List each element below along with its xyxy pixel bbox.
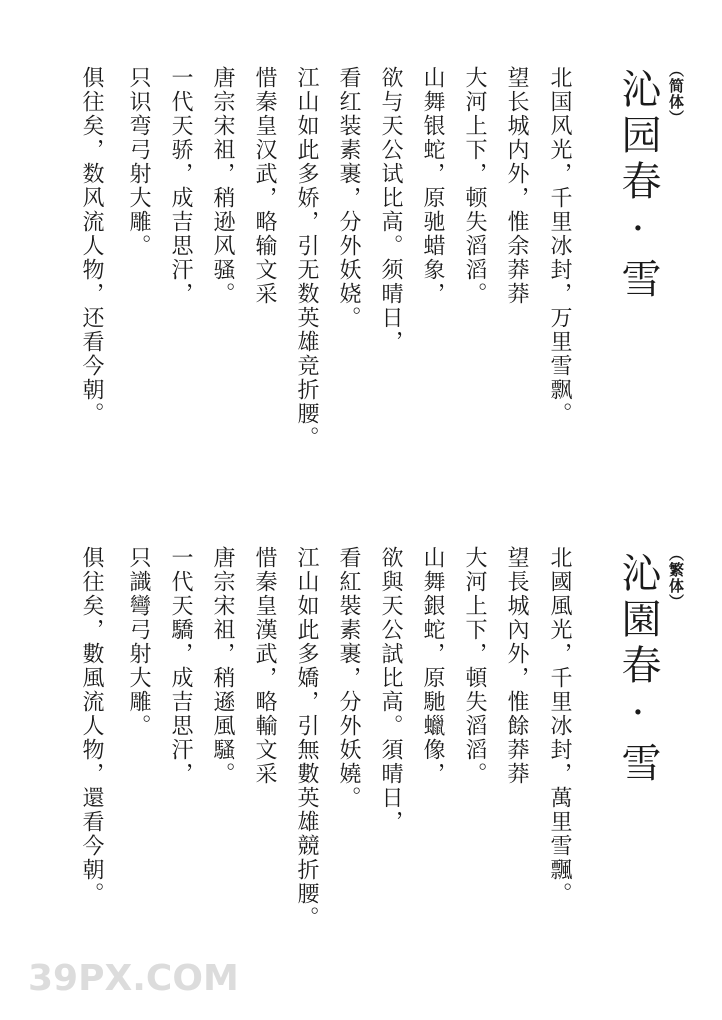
poem-line: 只識彎弓射大雕。 — [126, 546, 151, 738]
poem-line: 江山如此多嬌，引無數英雄競折腰。 — [294, 546, 319, 930]
poem-line: 欲与天公试比高。须晴日， — [378, 66, 403, 354]
site-watermark: 39PX.COM — [28, 958, 239, 999]
poem-line: 大河上下，頓失滔滔。 — [462, 546, 487, 786]
poem-line: 唐宗宋祖，稍逊风骚。 — [210, 66, 235, 306]
poem-line: 山舞銀蛇，原馳蠟像， — [420, 546, 445, 786]
simplified-title: 沁园春·雪 — [615, 68, 661, 304]
traditional-label: （繁体） — [667, 546, 685, 610]
poem-line: 惜秦皇汉武，略输文采 — [252, 66, 277, 306]
poem-line: 望长城内外，惟余莽莽 — [504, 66, 529, 306]
poem-line: 望長城內外，惟餘莽莽 — [504, 546, 529, 786]
poem-line: 看红装素裹，分外妖娆。 — [336, 66, 361, 330]
poem-line: 欲與天公試比高。須晴日， — [378, 546, 403, 834]
poem-line: 山舞银蛇，原驰蜡象， — [420, 66, 445, 306]
poem-line: 惜秦皇漢武，略輸文采 — [252, 546, 277, 786]
traditional-title: 沁園春·雪 — [615, 552, 661, 788]
poem-line: 俱往矣，数风流人物，还看今朝。 — [79, 66, 104, 426]
poem-line: 北国风光，千里冰封，万里雪飘。 — [547, 66, 572, 426]
poem-line: 江山如此多娇，引无数英雄竞折腰。 — [294, 66, 319, 450]
poem-line: 俱往矣，數風流人物，還看今朝。 — [79, 546, 104, 906]
poem-line: 一代天驕，成吉思汗， — [168, 546, 193, 786]
poem-line: 只识弯弓射大雕。 — [126, 66, 151, 258]
poem-line: 大河上下，顿失滔滔。 — [462, 66, 487, 306]
poem-line: 唐宗宋祖，稍遜風騷。 — [210, 546, 235, 786]
poem-line: 一代天骄，成吉思汗， — [168, 66, 193, 306]
poem-line: 看紅裝素裹，分外妖嬈。 — [336, 546, 361, 810]
poem-line: 北國風光，千里冰封，萬里雪飄。 — [547, 546, 572, 906]
simplified-label: （简体） — [667, 62, 685, 126]
